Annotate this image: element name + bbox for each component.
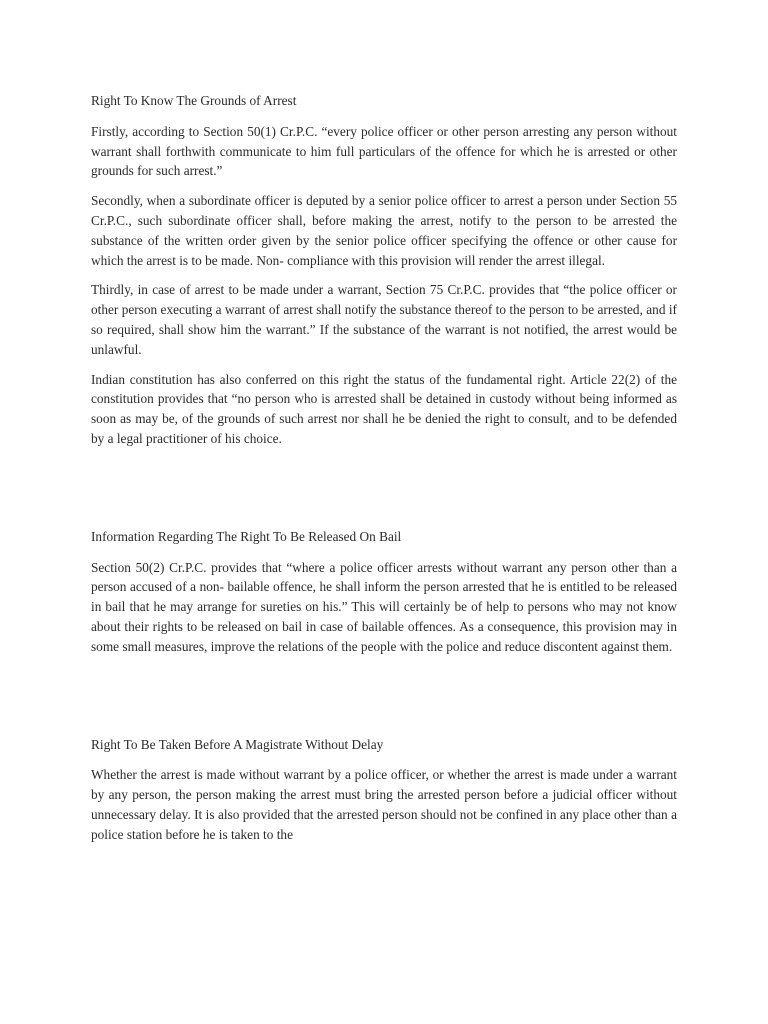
section-magistrate-without-delay — [91, 735, 677, 845]
section-heading: Right To Be Taken Before A Magistrate Without Delay — [91, 736, 384, 752]
paragraph: Secondly, when a subordinate officer is deputed by a senior police officer to arrest a person under Section 55 Cr.P.C., such subordinate officer shall, before making the arrest, notify to the person to be arrested the substance of the written order given by the senior police officer specifying the offence or other cause for which the arrest is to be made. Non- compliance with this provision will render the arrest illegal. — [91, 193, 677, 268]
section-heading: Information Regarding The Right To Be Released On Bail — [91, 528, 402, 544]
section-spacer — [91, 459, 677, 527]
paragraph: Indian constitution has also conferred on this right the status of the fundamental right. Article 22(2) of the constitution provides that “no person who is arrested shall be detained in custody without being informed as soon as may be, of the grounds of such arrest nor shall he be denied the right to consult, and to be defended by a legal practitioner of his choice. — [91, 371, 677, 446]
paragraph: Section 50(2) Cr.P.C. provides that “where a police officer arrests without warrant any person other than a person accused of a non- bailable offence, he shall inform the person arrested that he is entitled to be released in bail that he may arrange for sureties on his.” This will certainly be of help to persons who may not know about their rights to be released on bail in case of bailable offences. As a consequence, this provision may in some small measures, improve the relations of the people with the police and reduce discontent against them. — [91, 559, 677, 654]
section-heading: Right To Know The Grounds of Arrest — [91, 93, 297, 108]
paragraph: Thirdly, in case of arrest to be made under a warrant, Section 75 Cr.P.C. provides that “the police officer or other person executing a warrant of arrest shall notify the substance thereof to the person to be arrested, and if so required, shall show him the warrant.” If the substance of the warrant is not notified, the arrest would be unlawful. — [91, 282, 677, 357]
section-grounds-of-arrest — [91, 91, 677, 449]
section-bail-information — [91, 527, 677, 657]
section-spacer — [91, 667, 677, 735]
paragraph: Whether the arrest is made without warrant by a police officer, or whether the arrest is made under a warrant by any person, the person making the arrest must bring the arrested person before a judicial officer without unnecessary delay. It is also provided that the arrested person should not be confined in any place other than a police station before he is taken to the — [91, 767, 677, 842]
paragraph: Firstly, according to Section 50(1) Cr.P.C. “every police officer or other person arresting any person without warrant shall forthwith communicate to him full particulars of the offence for which he is arrested or other grounds for such arrest.” — [91, 123, 677, 179]
